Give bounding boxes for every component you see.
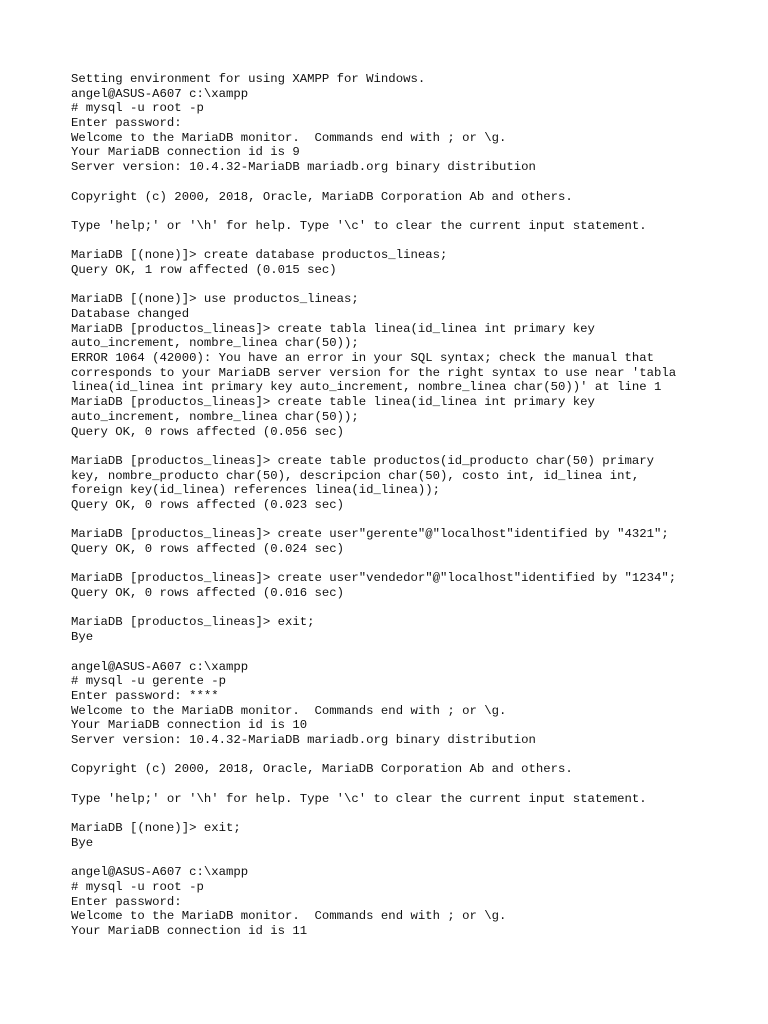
transcript-line: # mysql -u root -p: [71, 101, 204, 116]
transcript-line: [71, 278, 751, 293]
transcript-line: [71, 204, 751, 219]
transcript-line: Server version: 10.4.32-MariaDB mariadb.org binary distribution: [71, 732, 536, 747]
terminal-transcript: [71, 72, 751, 939]
transcript-line: Copyright (c) 2000, 2018, Oracle, MariaDB Corporation Ab and others.: [71, 189, 573, 204]
transcript-line: angel@ASUS-A607 c:\xampp: [71, 659, 249, 674]
transcript-line: MariaDB [(none)]> use productos_lineas;: [71, 292, 359, 307]
transcript-line: Enter password:: [71, 116, 182, 131]
transcript-line: linea(id_linea int primary key auto_increment, nombre_linea char(50))' at line 1: [71, 380, 662, 395]
transcript-line: Setting environment for using XAMPP for Windows.: [71, 72, 426, 86]
transcript-line: Copyright (c) 2000, 2018, Oracle, MariaDB Corporation Ab and others.: [71, 762, 573, 777]
transcript-line: Enter password: ****: [71, 688, 219, 703]
transcript-line: Bye: [71, 835, 94, 850]
transcript-line: [71, 439, 751, 454]
transcript-line: Server version: 10.4.32-MariaDB mariadb.org binary distribution: [71, 160, 536, 175]
transcript-line: foreign key(id_linea) references linea(id_linea));: [71, 483, 440, 498]
transcript-line: # mysql -u gerente -p: [71, 674, 226, 689]
transcript-line: MariaDB [productos_lineas]> create tabla linea(id_linea int primary key: [71, 321, 595, 336]
transcript-line: Welcome to the MariaDB monitor. Commands end with ; or \g.: [71, 909, 507, 924]
transcript-line: [71, 175, 751, 190]
transcript-line: key, nombre_producto char(50), descripcion char(50), costo int, id_linea int,: [71, 468, 640, 483]
transcript-line: auto_increment, nombre_linea char(50));: [71, 409, 359, 424]
transcript-line: Enter password:: [71, 894, 182, 909]
transcript-line: [71, 601, 751, 616]
transcript-line: corresponds to your MariaDB server version for the right syntax to use near 'tabla: [71, 365, 677, 380]
transcript-line: Type 'help;' or '\h' for help. Type '\c' to clear the current input statement.: [71, 218, 647, 233]
transcript-line: MariaDB [(none)]> create database productos_lineas;: [71, 248, 448, 263]
transcript-line: MariaDB [productos_lineas]> create user"vendedor"@"localhost"identified by "1234";: [71, 571, 677, 586]
transcript-line: MariaDB [productos_lineas]> create user"gerente"@"localhost"identified by "4321";: [71, 527, 669, 542]
transcript-line: Type 'help;' or '\h' for help. Type '\c' to clear the current input statement.: [71, 791, 647, 806]
transcript-line: angel@ASUS-A607 c:\xampp: [71, 86, 249, 101]
transcript-line: angel@ASUS-A607 c:\xampp: [71, 865, 249, 880]
transcript-line: [71, 777, 751, 792]
transcript-line: Query OK, 0 rows affected (0.056 sec): [71, 424, 345, 439]
transcript-line: [71, 513, 751, 528]
transcript-line: Your MariaDB connection id is 10: [71, 718, 308, 733]
transcript-line: Your MariaDB connection id is 9: [71, 145, 300, 160]
transcript-line: Query OK, 0 rows affected (0.023 sec): [71, 497, 345, 512]
transcript-line: Bye: [71, 630, 94, 645]
transcript-line: MariaDB [productos_lineas]> create table linea(id_linea int primary key: [71, 395, 595, 410]
transcript-line: Welcome to the MariaDB monitor. Commands end with ; or \g.: [71, 703, 507, 718]
transcript-line: Welcome to the MariaDB monitor. Commands end with ; or \g.: [71, 130, 507, 145]
transcript-line: [71, 748, 751, 763]
transcript-line: [71, 557, 751, 572]
transcript-line: auto_increment, nombre_linea char(50));: [71, 336, 359, 351]
transcript-line: [71, 234, 751, 249]
transcript-line: MariaDB [productos_lineas]> exit;: [71, 615, 315, 630]
transcript-line: MariaDB [(none)]> exit;: [71, 821, 241, 836]
transcript-line: Query OK, 0 rows affected (0.016 sec): [71, 586, 345, 601]
transcript-line: Query OK, 0 rows affected (0.024 sec): [71, 542, 345, 556]
transcript-line: Query OK, 1 row affected (0.015 sec): [71, 262, 337, 277]
transcript-line: Your MariaDB connection id is 11: [71, 923, 308, 938]
transcript-line: ERROR 1064 (42000): You have an error in your SQL syntax; check the manual that: [71, 351, 654, 366]
transcript-line: MariaDB [productos_lineas]> create table productos(id_producto char(50) primary: [71, 453, 654, 468]
transcript-line: Database changed: [71, 307, 190, 321]
transcript-line: [71, 850, 751, 865]
transcript-line: # mysql -u root -p: [71, 879, 204, 894]
transcript-line: [71, 645, 751, 660]
transcript-line: [71, 806, 751, 821]
